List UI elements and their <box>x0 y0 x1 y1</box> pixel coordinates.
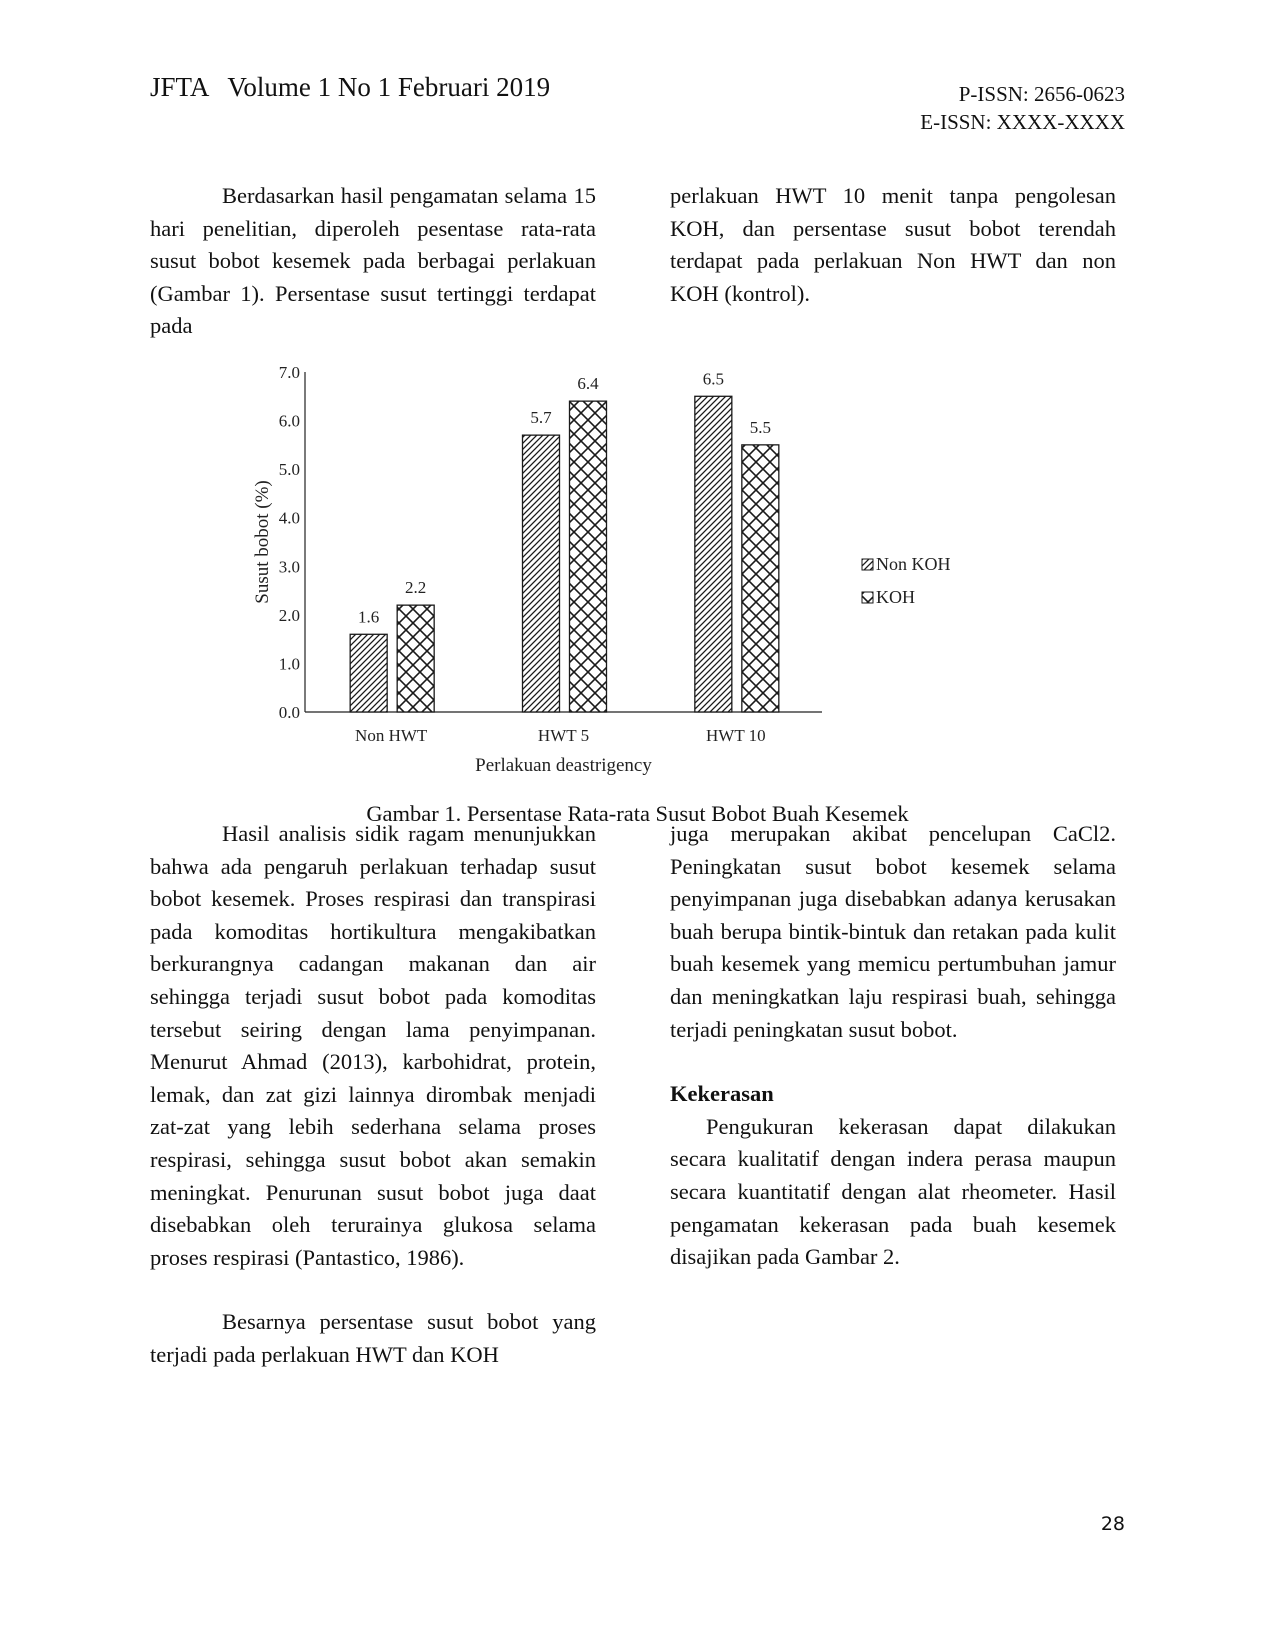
x-tick-label: Non HWT <box>355 726 428 745</box>
y-axis-title: Susut bobot (%) <box>252 480 273 604</box>
y-tick-label: 7.0 <box>278 363 300 382</box>
journal-abbrev: JFTA <box>150 72 210 102</box>
data-label: 6.4 <box>577 374 599 394</box>
bottom-left-column <box>150 818 596 1372</box>
data-label: 2.2 <box>405 578 427 598</box>
bar-non-koh <box>350 634 387 712</box>
y-tick-label: 6.0 <box>278 411 300 431</box>
paragraph: Besarnya persentase susut bobot yang terjadi pada perlakuan HWT dan KOH <box>150 1309 596 1367</box>
bar-koh <box>570 401 607 712</box>
y-tick-label: 2.0 <box>278 605 300 625</box>
p-issn: P-ISSN: 2656-0623 <box>958 82 1125 106</box>
y-tick-label: 3.0 <box>278 557 300 577</box>
y-tick-label: 0.0 <box>278 703 300 722</box>
figure-caption: Gambar 1. Persentase Rata-rata Susut Bobot Buah Kesemek <box>366 801 909 826</box>
bar-non-koh <box>695 396 732 712</box>
journal-volume: Volume 1 No 1 Februari 2019 <box>227 72 551 102</box>
legend-label: Non KOH <box>876 554 951 574</box>
data-label: 5.7 <box>530 408 552 428</box>
data-label: 6.5 <box>702 369 724 389</box>
bottom-right-column <box>670 818 1116 1274</box>
y-tick-label: 1.0 <box>278 654 300 674</box>
bar-non-koh <box>523 435 560 712</box>
x-tick-label: HWT 5 <box>537 726 590 745</box>
paragraph: Pengukuran kekerasan dapat dilakukan secara kualitatif dengan indera perasa maupun secara kuantitatif dengan alat rheometer. Hasil pengamatan kekerasan pada buah kesemek disajikan pada Gambar 2. <box>670 1113 1116 1270</box>
paragraph: perlakuan HWT 10 menit tanpa pengolesan KOH, dan persentase susut bobot terendah terdapat pada perlakuan Non HWT dan non KOH (kontrol). <box>670 183 1116 306</box>
section-heading: Kekerasan <box>670 1081 774 1107</box>
data-label: 1.6 <box>358 607 380 627</box>
e-issn: E-ISSN: XXXX-XXXX <box>920 110 1125 134</box>
bar-koh <box>397 605 434 712</box>
y-tick-label: 5.0 <box>278 460 300 480</box>
x-tick-label: HWT 10 <box>706 726 766 745</box>
paragraph: juga merupakan akibat pencelupan CaCl2. Peningkatan susut bobot kesemek selama penyimpanan juga disebabkan adanya kerusakan buah berupa bintik-bintuk dan retakan pada kulit buah kesemek yang memicu pertumbuhan jamur dan meningkatkan laju respirasi buah, sehingga terjadi peningkatan susut bobot. <box>670 821 1116 1042</box>
x-axis-title: Perlakuan deastrigency <box>475 755 652 776</box>
data-label: 5.5 <box>749 417 771 437</box>
page-number: 28 <box>1100 1513 1125 1535</box>
legend-swatch <box>862 592 873 603</box>
legend-swatch <box>862 559 873 570</box>
paragraph: Hasil analisis sidik ragam menunjukkan bahwa ada pengaruh perlakuan terhadap susut bobot kesemek. Proses respirasi dan transpirasi pada komoditas hortikultura mengakibatkan berkurangnya cadangan makanan dan air sehingga terjadi susut bobot pada komoditas tersebut seiring dengan lama penyimpanan. Menurut Ahmad (2013), karbohidrat, protein, lemak, dan zat gizi lainnya dirombak menjadi zat-zat yang lebih sederhana selama proses respirasi, sehingga susut bobot akan semakin meningkat. Penurunan susut bobot juga daat disebabkan oleh terurainya glukosa selama proses respirasi (Pantastico, 1986). <box>150 821 596 1270</box>
legend-label: KOH <box>876 587 915 607</box>
bar-koh <box>742 445 779 712</box>
figure-1-chart <box>0 0 1275 790</box>
paragraph: Berdasarkan hasil pengamatan selama 15 hari penelitian, diperoleh pesentase rata-rata susut bobot kesemek pada berbagai perlakuan (Gambar 1). Persentase susut tertinggi terdapat pada <box>150 183 596 339</box>
y-tick-label: 4.0 <box>278 508 300 528</box>
